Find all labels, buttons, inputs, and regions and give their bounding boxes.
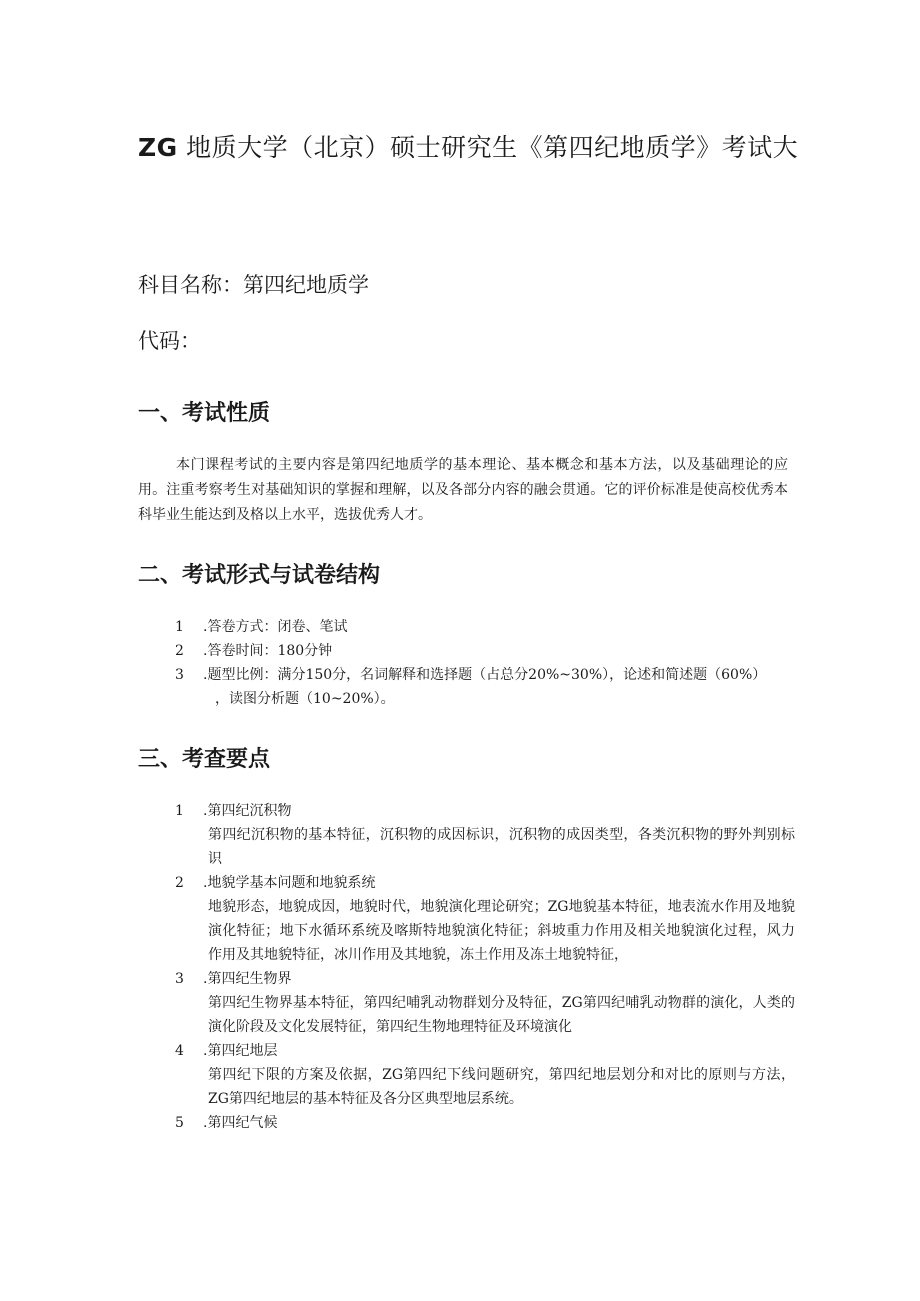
item-text: .答卷时间：180分钟 — [203, 643, 333, 659]
item-number: 5 — [175, 1115, 184, 1131]
list-item — [175, 639, 795, 663]
item-continuation: ，读图分析题（10~20%）。 — [215, 691, 395, 707]
item-description: 第四纪沉积物的基本特征，沉积物的成因标识，沉积物的成因类型，各类沉积物的野外判别标识 — [208, 827, 795, 867]
item-text: .第四纪生物界 — [203, 971, 292, 987]
item-number: 1 — [175, 803, 184, 819]
list-item — [175, 615, 795, 639]
list-item — [175, 663, 795, 711]
item-description: 地貌形态，地貌成因，地貌时代，地貌演化理论研究；ZG地貌基本特征，地表流水作用及地貌演化特征；地下水循环系统及喀斯特地貌演化特征；斜坡重力作用及相关地貌演化过程，风力作用及其地貌特征，冰川作用及其地貌，冻土作用及冻土地貌特征， — [208, 899, 795, 963]
key-points-list — [175, 799, 795, 1135]
exam-nature-paragraph: 本门课程考试的主要内容是第四纪地质学的基本理论、基本概念和基本方法，以及基础理论的应用。注重考察考生对基础知识的掌握和理解，以及各部分内容的融会贯通。它的评价标准是使高校优秀本科毕业生能达到及格以上水平，选拔优秀人才。 — [138, 457, 788, 523]
exam-format-list — [175, 615, 795, 711]
item-description: 第四纪生物界基本特征，第四纪哺乳动物群划分及特征，ZG第四纪哺乳动物群的演化，人类的演化阶段及文化发展特征，第四纪生物地理特征及环境演化 — [208, 995, 795, 1035]
section-heading-exam-nature: 一、考试性质 — [138, 401, 271, 426]
item-number: 3 — [175, 971, 184, 987]
title-rest: 地质大学（北京）硕士研究生《第四纪地质学》考试大 — [177, 133, 799, 162]
section-heading-key-points: 三、考查要点 — [138, 747, 271, 772]
list-item — [175, 871, 795, 967]
item-text: .地貌学基本问题和地貌系统 — [203, 875, 376, 891]
list-item — [175, 967, 795, 1039]
section-heading-exam-format: 二、考试形式与试卷结构 — [138, 563, 381, 588]
document-title — [138, 128, 838, 164]
item-number: 4 — [175, 1043, 184, 1059]
subject-name: 科目名称：第四纪地质学 — [138, 273, 369, 297]
item-text: .第四纪气候 — [203, 1115, 278, 1131]
item-text: .第四纪沉积物 — [203, 803, 292, 819]
item-number: 1 — [175, 619, 184, 635]
title-prefix: ZG — [138, 133, 178, 162]
item-description: 第四纪下限的方案及依据，ZG第四纪下线问题研究，第四纪地层划分和对比的原则与方法，ZG第四纪地层的基本特征及各分区典型地层系统。 — [208, 1067, 795, 1107]
item-text: .题型比例：满分150分，名词解释和选择题（占总分20%~30%），论述和简述题（60%） — [203, 667, 767, 683]
item-text: .第四纪地层 — [203, 1043, 278, 1059]
list-item — [175, 1039, 795, 1111]
item-number: 2 — [175, 643, 184, 659]
item-number: 2 — [175, 875, 184, 891]
list-item — [175, 1111, 795, 1135]
item-text: .答卷方式：闭卷、笔试 — [203, 619, 348, 635]
item-number: 3 — [175, 667, 184, 683]
list-item — [175, 799, 795, 871]
subject-code: 代码： — [138, 329, 201, 353]
